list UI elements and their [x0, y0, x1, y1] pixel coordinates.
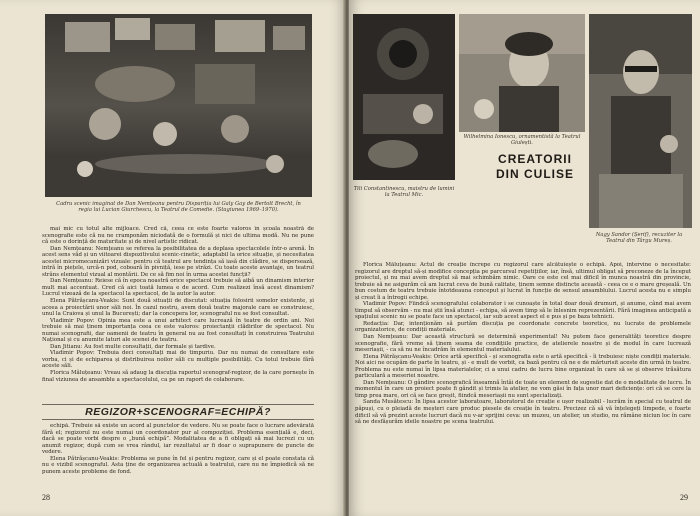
photo-caption: Cadru scenic imaginat de Dan Nemțeanu pentru Dispariția lui Galy Gay de Bertolt Brecht, în regia lui Lucian Giurchescu, la Teatrul de Comedie. (Stagiunea 1969–1970).: [56, 201, 301, 214]
top-article-text: [42, 226, 314, 402]
right-page: [349, 0, 700, 516]
bottom-article-text: [42, 423, 314, 487]
paragraph: Sanda Musătescu: În lipsa acestor laboratoare, laboratorul de creație e ușor realizabil - lucrăm în special cu teatrul de păpuși, cu o pleiadă de meșteri care produc piesele de creație în teatru. Precizez că să vă înțelegeți limpede, e foarte dificil să vă prezint aceste lucruri dacă nu v-ar sprijini ceva: un muzeu, un atelier, un studio, nu rămâne niciun loc în care să ne desfășurăm ideile noastre pe scena teatrului.: [355, 399, 691, 426]
title-line-2: DIN CULISE: [495, 167, 574, 181]
paragraph: Florica Măluțeanu: Vreau să adaug la discuția raportul scenograf-regizor, de la care pornește în final viziunea de ansamblu a spectacolului, ca pe un raport de colaborare.: [42, 370, 314, 383]
prop-master-caption: Nagy Sandor (Șerif), recuziter la Teatrul din Târgu Mureș.: [595, 232, 683, 245]
paragraph: mai mic cu totul alte mijloace. Cred că, ceea ce este foarte valoros în școala noastră de scenografie este că nu ne cramponăm niciodată de o formulă și nici de ultima modă. Nu ne pune că este o dorință de maturitate și de nivel artistic ridicat.: [42, 226, 314, 246]
paragraph: Dan Nemțeanu: Nemțeanu se referea la posibilitatea de a deplasa spectacolele într-o arenă. În acest sens văd și un viitoarei dispozitivului scenic-cinetic, adaptabil la orice situație, și necesitatea acestei micromecanizări vizuale: pentru că teatrul are tendința să iasă din clădire, se dispersează, intră în piețele, urcă-n pod, coboară în pivniță, iese pe străzi. Cu toate aceste avantaje, un teatrul strâns elementul vizual al montării. De ce să fim noi în urma acestei funcții?: [42, 245, 314, 278]
right-article-text: [355, 262, 691, 488]
prop-master-photo: [589, 14, 692, 228]
article-title: [471, 152, 599, 182]
paragraph: Dan Nemțeanu: Reiese că în epoca noastră orice spectacol trebuie să aibă un dinamism interior mult mai accentuat. Cred că aici toată lumea e de acord. Cum realizezi însă acest dinamism? Lucrul vizează de la spectacol la spectacol, de la autor la autor.: [42, 278, 314, 298]
page-number: 29: [680, 493, 688, 502]
paragraph: Florica Măluțeanu: Actul de creație încrepe cu regizorul care alcătuiește o echipă. Apoi, intervine o necesitate: regizorul are dreptul să-și modifice concepția pe parcursul repetițiilor, iar, însă, ultimul obligat să preconeze de la început proiectul, și nu mai avem dreptul să mai schimbăm nimic. Oare ce este cel mai dificil în munca noastră din provincie, trebuie să ne asigurăm că am lucrat ceva de bună calitate, ținem semne distincte această - ceea ce e o mare greșeală. Un bun costum de teatru trebuie întotdeauna conceput și lucrat în funcție de sensul ansamblului. Lucrul acesta nu e simplu și creat îi a întregii echipe.: [355, 262, 691, 301]
paragraph: echipă. Trebuie să existe un acord al punctelor de vedere. Nu se poate face o lucrare adevărată fără el; regizorul nu este numai un coordonator pur al compoziției. Problema esențială e, deci, dacă se poate vorbi despre o „bună echipă”. Modalitatea de a fi obligați să mai lucrezi cu un anumit regizor, după cum se vrea rândul, iar rezultatul ar fi doar o suprapunere de puncte de vedere.: [42, 423, 314, 456]
paragraph: Dan Nemțeanu: Dar această structură se determină experimental! Nu putem face generalități teoretice despre scenografie, fără vreme să ținem seama de condițiile practice, de atelierele noastre și de modul în care lucrează meseriașii, - ca să nu ne încadrăm în elementul materialului.: [355, 334, 691, 354]
paragraph: Vladimir Popov: Trebuia deci consultați mai de timpuriu. Dar nu numai de consultare este vorba, ci și de echiparea și distribuirea noilor săli cu multiple posibilități. Cu totul trebuie fără aceste săli.: [42, 350, 314, 370]
paragraph: Elena Pătrășcanu-Veakis: Orice artă specifică - și scenografia este o artă specifică - îi trebuiesc niște condiții materiale. Noi aici ne ocupăm de parte în teatru, și - e mult de vorbit, ca bază pentru că ne e de mărturisit aceste din urmă în teatre. Problema nu este numai în lipsa materialelor, ci a unui cadru de lucru bine organizat în care să se și observe trăsătura particulară a meseriei noastre.: [355, 353, 691, 380]
paragraph: Dan Nemțeanu: O gândire scenografică înseamnă întâi de toate un element de sugestie dat de o modalitate de lucru. În momentul în care un proiect poate fi gândit și trimis la atelier, ne vom găsi în fața unor mari deficiențe: ori că se cere la timp prea mare, ori că se face greșit, fiindcă meseriașii nu sunt specializați.: [355, 379, 691, 399]
paragraph: Elena Pătrășcanu-Veakis: Problema se pune în fel și pentru regizor, care și el poate constata că nu e vizibil scenograful. Asta ține de organizarea actuală a teatrului, care nu ne împiedică să ne punem aceste probleme de fond.: [42, 455, 314, 475]
ornamentist-caption: Wilhelmina Ionescu, ornamentistă la Teatrul Giulești.: [463, 134, 581, 147]
left-page: [0, 0, 346, 516]
page-number: 28: [42, 493, 50, 502]
section-banner: REGIZOR+SCENOGRAF=ECHIPĂ?: [42, 404, 314, 420]
title-line-1: CREATORII: [498, 152, 572, 166]
stage-set-photo: [45, 14, 312, 197]
lighting-technician-photo: [353, 14, 455, 180]
paragraph: Dan Jitianu: Au fost multe consultații, dar formale și tardive.: [50, 343, 216, 350]
ornamentist-photo: [459, 14, 585, 132]
paragraph: Vladimir Popov: Fiindcă scenografului colaborator i se cunoaște în total doar două drumuri, și anume, când mai avem timpul să observăm - nu mai știi însă atunci - echipa, să avem timp să le înlesnim reprezentării. Fără imaginea anticipată a spațiului scenic nu se poate face un spectacol, iar sub acest aspect el e pus și pe baza tehnicii.: [355, 301, 691, 321]
paragraph: Vladimir Popov: Opinia mea este a unui arhitect care lucrează în teatre de ordin ani. Noi trebuie să mai ținem importanța ceea ce este valoros: proiectanții clădirilor de spectacol. Nu numai scenografii, dar oamenii de teatru în general nu au fost consultați în construirea Teatrului Național și cu anumite laturi ale scenei de teatru.: [42, 317, 314, 344]
paragraph: Elena Pătrășcanu-Veakis: Sunt două situații de discutat: situația folosirii somelor existente, și aceea a proiectării unor săli noi. În cazul nostru, avem două teatre majorale care se construiesc, unul la Craiova și unul la București; dar la concepera lor, scenograful nu se fost consultat.: [42, 298, 314, 318]
lighting-technician-caption: Tili Constantinescu, maistru de lumini la Teatrul Mic.: [353, 186, 455, 199]
paragraph: Redacția: Dar, intenționăm să purtăm discuția pe coordonate concrete teoretice, nu lucrate de problemele organizatorice, de condiții materiale.: [355, 320, 691, 334]
